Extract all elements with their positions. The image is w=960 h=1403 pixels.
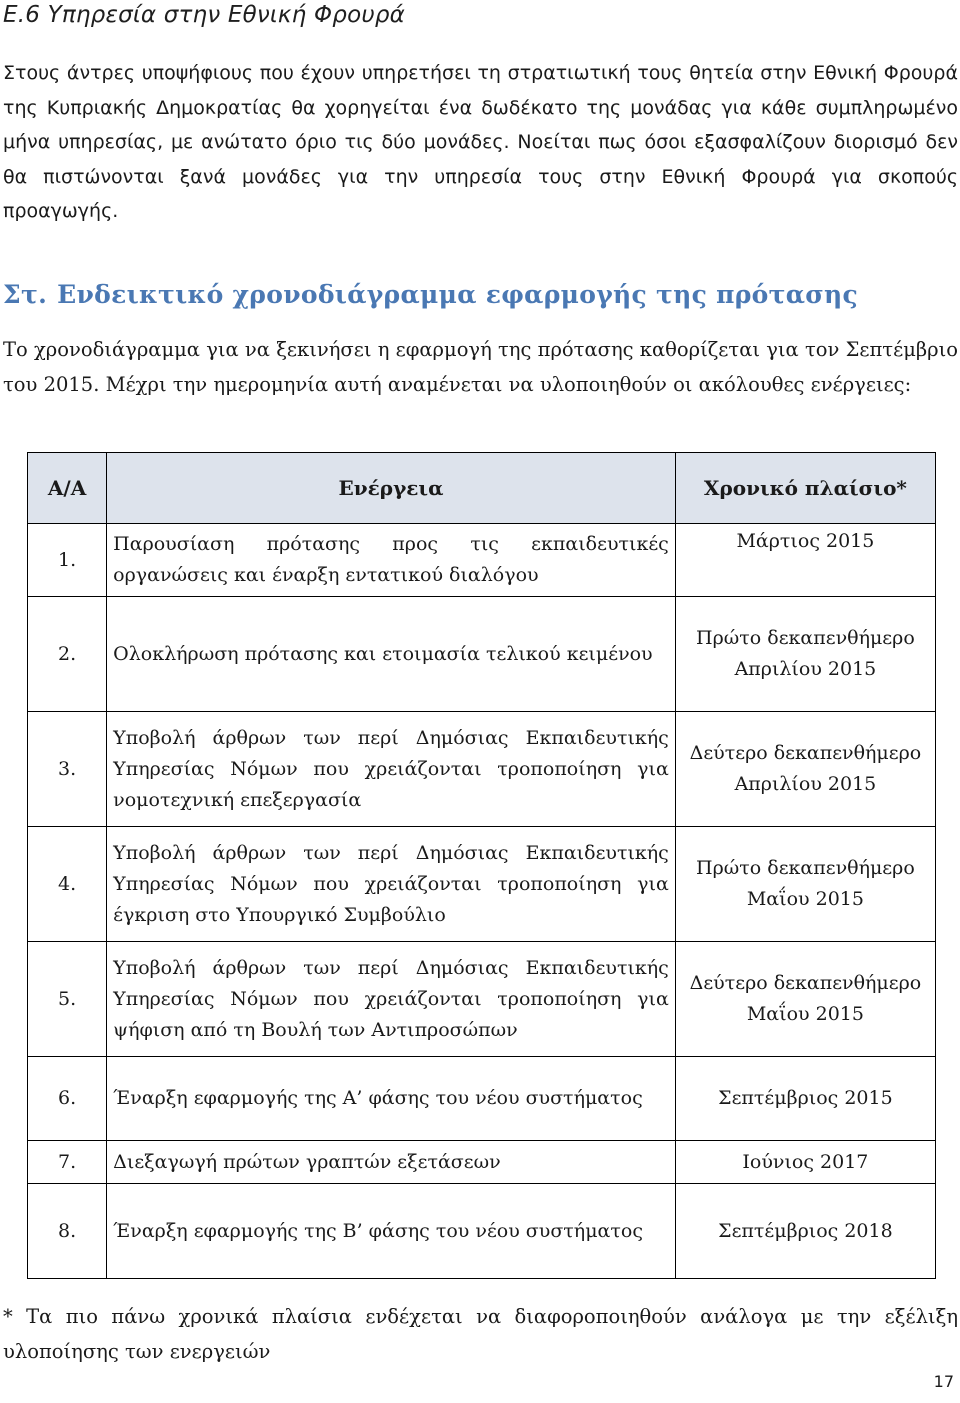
row-number: 5.	[28, 942, 107, 1057]
row-number: 2.	[28, 597, 107, 712]
row-number: 1.	[28, 524, 107, 597]
row-time: Ιούνιος 2017	[675, 1141, 935, 1184]
row-time: Δεύτερο δεκαπενθήμερο Απριλίου 2015	[675, 712, 935, 827]
row-number: 3.	[28, 712, 107, 827]
table-header-row	[28, 453, 936, 524]
row-action: Υποβολή άρθρων των περί Δημόσιας Εκπαιδευτικής Υπηρεσίας Νόμων που χρειάζονται τροποποίηση για έγκριση στο Υπουργικό Συμβούλιο	[107, 827, 676, 942]
timeline-table	[27, 452, 936, 1279]
row-action: Έναρξη εφαρμογής της Β’ φάσης του νέου συστήματος	[107, 1184, 676, 1279]
row-time: Πρώτο δεκαπενθήμερο Μαΐου 2015	[675, 827, 935, 942]
section-st-heading	[3, 280, 858, 309]
section-e6-paragraph: Στους άντρες υποψήφιους που έχουν υπηρετήσει τη στρατιωτική τους θητεία στην Εθνική Φρουρά της Κυπριακής Δημοκρατίας θα χορηγείται ένα δωδέκατο της μονάδας για κάθε συμπληρωμένο μήνα υπηρεσίας, με ανώτατο όριο τις δύο μονάδες. Νοείται πως όσοι εξασφαλίζουν διορισμό δεν θα πιστώνονται ξανά μονάδες για την υπηρεσία τους στην Εθνική Φρουρά για σκοπούς προαγωγής.	[3, 62, 958, 222]
row-time: Πρώτο δεκαπενθήμερο Απριλίου 2015	[675, 597, 935, 712]
table-row	[28, 597, 936, 712]
section-e6-title: Ε.6 Υπηρεσία στην Εθνική Φρουρά	[3, 2, 406, 28]
row-action: Έναρξη εφαρμογής της Α’ φάσης του νέου συστήματος	[107, 1057, 676, 1141]
header-time: Χρονικό πλαίσιο*	[675, 453, 935, 524]
section-st-title: Ενδεικτικό χρονοδιάγραμμα εφαρμογής της πρότασης	[57, 280, 859, 309]
page-number: 17	[933, 1372, 954, 1391]
row-action: Διεξαγωγή πρώτων γραπτών εξετάσεων	[107, 1141, 676, 1184]
table-row	[28, 1057, 936, 1141]
row-action: Παρουσίαση πρότασης προς τις εκπαιδευτικές οργανώσεις και έναρξη εντατικού διαλόγου	[107, 524, 676, 597]
row-number: 4.	[28, 827, 107, 942]
row-time: Δεύτερο δεκαπενθήμερο Μαΐου 2015	[675, 942, 935, 1057]
row-time: Μάρτιος 2015	[675, 524, 935, 597]
row-action: Ολοκλήρωση πρότασης και ετοιμασία τελικού κειμένου	[107, 597, 676, 712]
table-row	[28, 942, 936, 1057]
footnote: * Τα πιο πάνω χρονικά πλαίσια ενδέχεται να διαφοροποιηθούν ανάλογα με την εξέλιξη υλοποίησης των ενεργειών	[3, 1305, 958, 1363]
row-time: Σεπτέμβριος 2018	[675, 1184, 935, 1279]
row-number: 6.	[28, 1057, 107, 1141]
section-st-paragraph: Το χρονοδιάγραμμα για να ξεκινήσει η εφαρμογή της πρότασης καθορίζεται για τον Σεπτέμβριο του 2015. Μέχρι την ημερομηνία αυτή αναμένεται να υλοποιηθούν οι ακόλουθες ενέργειες:	[3, 338, 958, 396]
table-row	[28, 827, 936, 942]
row-number: 8.	[28, 1184, 107, 1279]
row-action: Υποβολή άρθρων των περί Δημόσιας Εκπαιδευτικής Υπηρεσίας Νόμων που χρειάζονται τροποποίηση για νομοτεχνική επεξεργασία	[107, 712, 676, 827]
header-action: Ενέργεια	[107, 453, 676, 524]
table-row	[28, 524, 936, 597]
table-row	[28, 1184, 936, 1279]
row-time: Σεπτέμβριος 2015	[675, 1057, 935, 1141]
row-number: 7.	[28, 1141, 107, 1184]
section-st-number: Στ.	[3, 280, 48, 309]
row-action: Υποβολή άρθρων των περί Δημόσιας Εκπαιδευτικής Υπηρεσίας Νόμων που χρειάζονται τροποποίηση για ψήφιση από τη Βουλή των Αντιπροσώπων	[107, 942, 676, 1057]
header-aa: Α/Α	[28, 453, 107, 524]
table-row	[28, 712, 936, 827]
table-row	[28, 1141, 936, 1184]
